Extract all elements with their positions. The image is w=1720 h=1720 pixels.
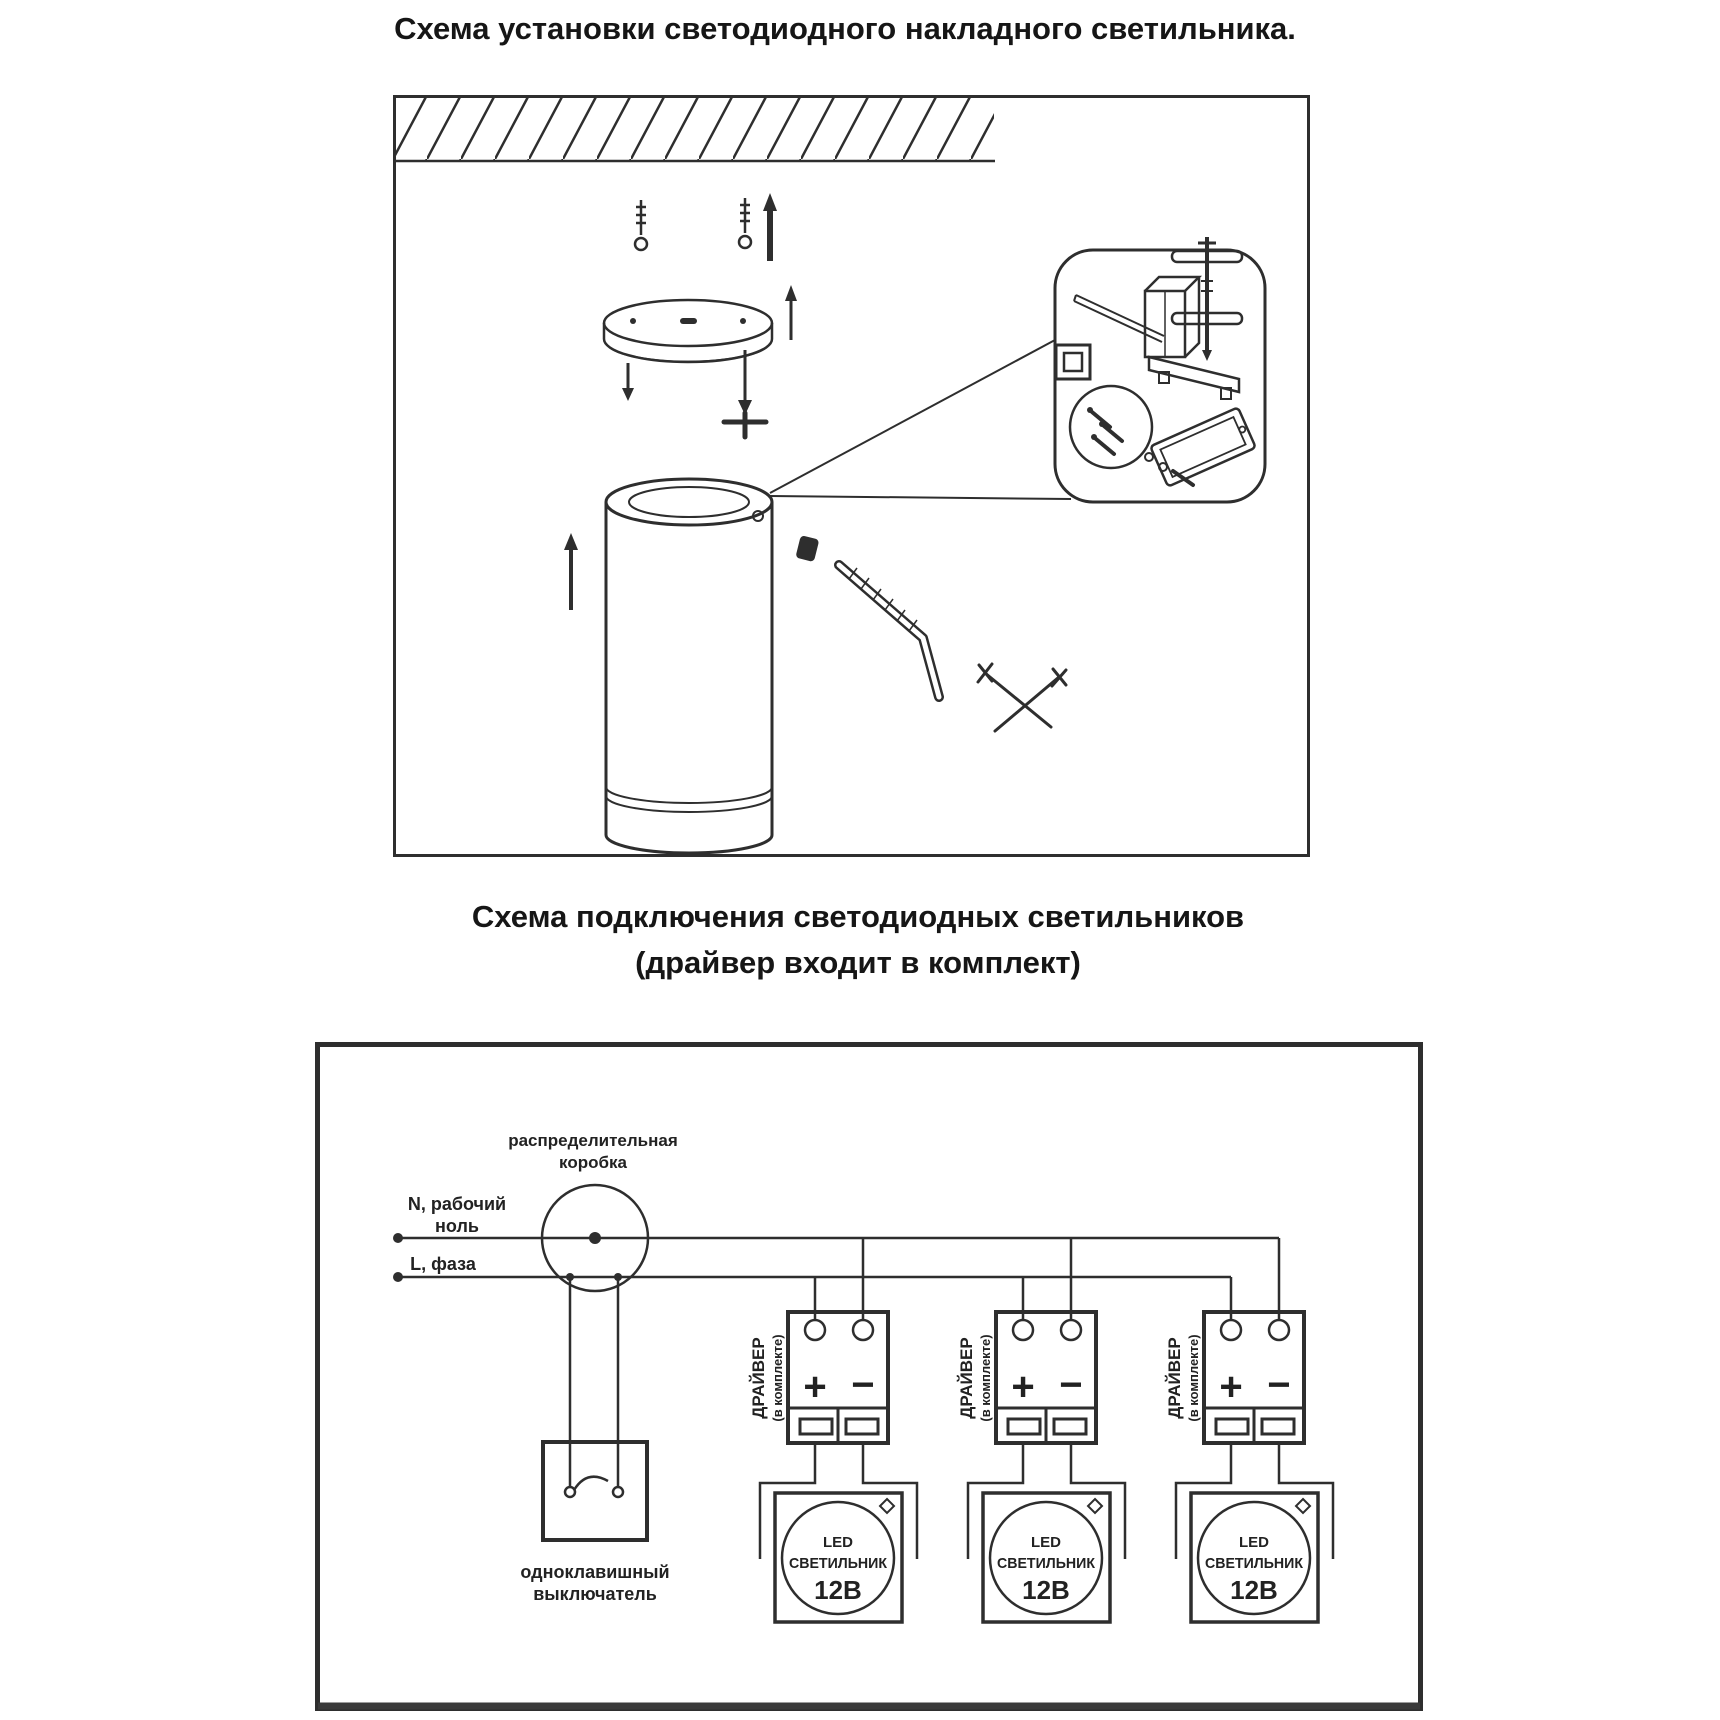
balloon-square-detail	[1056, 345, 1090, 379]
neutral-label-line2: ноль	[435, 1216, 479, 1236]
output-terminal-right	[1054, 1419, 1086, 1434]
neutral-line	[393, 1233, 1279, 1243]
switch-label-line2: выключатель	[533, 1584, 657, 1604]
wiring-title-line1: Схема подключения светодиодных светильников	[471, 899, 1245, 934]
up-arrow-solid	[763, 193, 777, 261]
minus-label: −	[1267, 1363, 1291, 1407]
driver-lamp-unit-1	[749, 1238, 917, 1622]
plate-down-arrow-small	[622, 363, 634, 401]
driver-lamp-unit-3	[1165, 1238, 1333, 1622]
wiring-diagram	[315, 1042, 1423, 1714]
hex-key-icon	[839, 565, 939, 697]
output-terminal-left	[1008, 1419, 1040, 1434]
lamp-label-led: LED	[1031, 1534, 1061, 1551]
output-terminal-right	[1262, 1419, 1294, 1434]
lamp-corner-hole	[880, 1499, 894, 1513]
lamp-label-type: СВЕТИЛЬНИК	[789, 1555, 888, 1572]
mounting-plate	[604, 300, 772, 362]
bracket-assembly	[1056, 237, 1256, 487]
balloon-base-bar	[1149, 357, 1239, 399]
driver-note-label: (в комплекте)	[770, 1334, 785, 1422]
lamp-cylinder	[606, 479, 772, 853]
driver-note-label: (в комплекте)	[1186, 1334, 1201, 1422]
lamp-label-led: LED	[1239, 1534, 1269, 1551]
switch-box	[543, 1277, 647, 1540]
balloon-diagonal-rod	[1074, 295, 1164, 342]
lamp-label-voltage: 12В	[1230, 1575, 1278, 1605]
plus-label: +	[1011, 1365, 1035, 1409]
driver-input-terminal-right	[853, 1320, 873, 1340]
driver-input-terminal-right	[1061, 1320, 1081, 1340]
driver-input-terminal-left	[1221, 1320, 1241, 1340]
output-terminal-left	[800, 1419, 832, 1434]
wiring-title	[472, 894, 1244, 986]
minus-label: −	[851, 1363, 875, 1407]
minus-label: −	[1059, 1363, 1083, 1407]
driver-label: ДРАЙВЕР	[749, 1337, 768, 1419]
driver-note-label: (в комплекте)	[978, 1334, 993, 1422]
phase-line	[393, 1272, 1231, 1282]
wiring-title-line2: (драйвер входит в комплект)	[635, 945, 1081, 980]
mounting-screw-cross	[724, 413, 766, 437]
anchor-screw-2	[739, 198, 751, 248]
driver-lamp-unit-2	[957, 1238, 1125, 1622]
driver-input-terminal-right	[1269, 1320, 1289, 1340]
driver-box-3d	[1150, 407, 1256, 486]
set-screw	[795, 535, 819, 562]
switch-label-line1: одноклавишный	[520, 1562, 670, 1582]
lamp-label-voltage: 12В	[814, 1575, 862, 1605]
lamp-label-voltage: 12В	[1022, 1575, 1070, 1605]
driver-label: ДРАЙВЕР	[957, 1337, 976, 1419]
lamp-label-type: СВЕТИЛЬНИК	[1205, 1555, 1304, 1572]
cylinder-up-arrow	[564, 533, 578, 610]
junction-box-label-line1: распределительная	[508, 1131, 678, 1150]
driver-input-terminal-left	[805, 1320, 825, 1340]
output-terminal-left	[1216, 1419, 1248, 1434]
detail-balloon	[770, 250, 1265, 502]
output-terminal-right	[846, 1419, 878, 1434]
plate-up-arrow	[785, 285, 797, 340]
lamp-label-led: LED	[823, 1534, 853, 1551]
lamp-corner-hole	[1088, 1499, 1102, 1513]
neutral-label-line1: N, рабочий	[407, 1194, 507, 1214]
crossed-screws	[978, 664, 1066, 731]
plus-label: +	[803, 1365, 827, 1409]
lamp-corner-hole	[1296, 1499, 1310, 1513]
balloon-circle-detail	[1070, 386, 1152, 468]
install-title: Схема установки светодиодного накладного светильника.	[394, 11, 1296, 46]
phase-label: L, фаза	[410, 1254, 476, 1274]
driver-input-terminal-left	[1013, 1320, 1033, 1340]
junction-box-label-line2: коробка	[559, 1153, 627, 1172]
plate-down-arrow-long	[738, 350, 752, 415]
install-diagram	[393, 95, 1310, 857]
anchor-screw-1	[635, 200, 647, 250]
driver-label: ДРАЙВЕР	[1165, 1337, 1184, 1419]
lamp-label-type: СВЕТИЛЬНИК	[997, 1555, 1096, 1572]
ceiling-hatch	[396, 98, 995, 161]
bracket-screw-vertical	[1172, 237, 1242, 361]
plus-label: +	[1219, 1365, 1243, 1409]
